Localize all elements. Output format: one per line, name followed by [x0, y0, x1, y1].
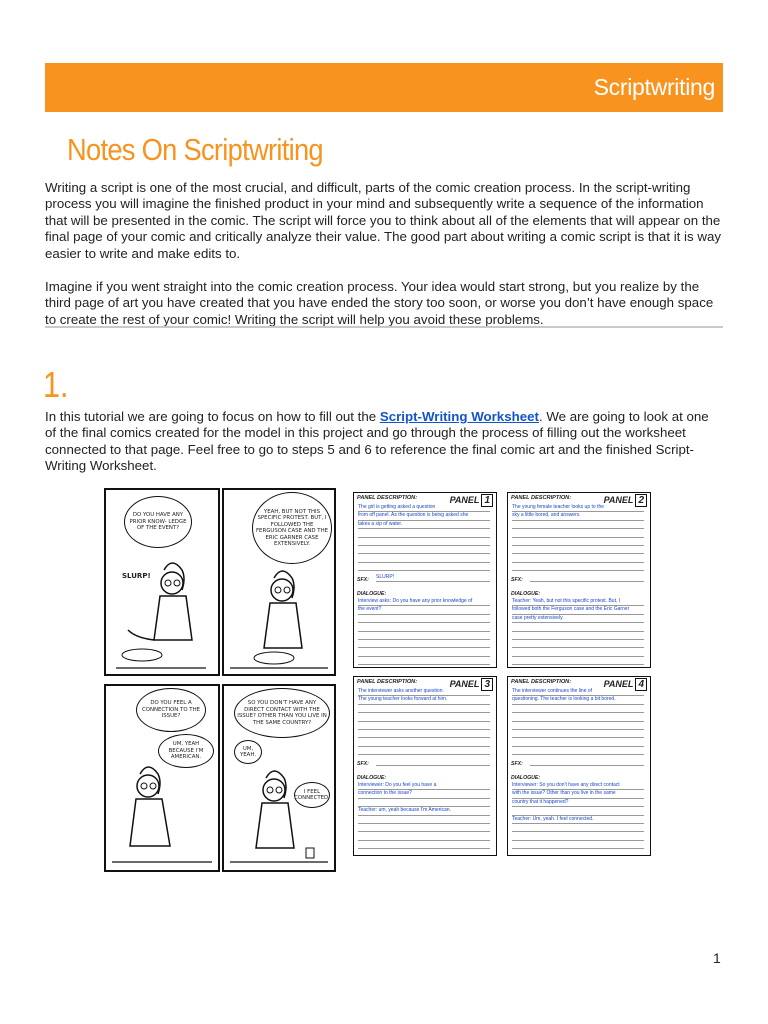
- comic-page-image: [104, 488, 336, 870]
- description-line: [358, 546, 490, 554]
- character-drawing: [106, 686, 218, 870]
- dialogue-line: [512, 657, 644, 665]
- description-line: [358, 730, 490, 738]
- dialogue-line: [358, 816, 490, 824]
- comic-panel-1: [104, 488, 220, 676]
- description-line: [512, 747, 644, 755]
- description-line: [358, 705, 490, 713]
- description-line: [512, 730, 644, 738]
- description-line: sky a little bored, and answers.: [512, 512, 644, 520]
- dialogue-line: [358, 640, 490, 648]
- description-line: takes a sip of water.: [358, 521, 490, 529]
- panel-label: PANEL: [603, 679, 634, 689]
- panel-label: PANEL: [603, 495, 634, 505]
- description-line: The girl is getting asked a question: [358, 504, 490, 512]
- description-line: [358, 722, 490, 730]
- dialogue-line: followed both the Ferguson case and the Eric Garner: [512, 606, 644, 614]
- worksheet-panel-1: [353, 492, 497, 668]
- sfx-lines: [376, 758, 490, 766]
- dialogue-line: Interview asks: Do you have any prior knowledge of: [358, 598, 490, 606]
- sfx-line: [530, 574, 644, 582]
- dialogue-line: connection to the issue?: [358, 790, 490, 798]
- header-banner: [45, 63, 723, 112]
- dialogue-line: [512, 648, 644, 656]
- description-line: [512, 538, 644, 546]
- speech-bubble: YEAH, BUT NOT THIS SPECIFIC PROTEST. BUT, I FOLLOWED THE FERGUSON CASE AND THE ERIC GARNER CASE EXTENSIVELY.: [252, 492, 332, 564]
- dialogue-line: country that it happened?: [512, 799, 644, 807]
- dialogue-line: [512, 623, 644, 631]
- panel-description-label: PANEL DESCRIPTION:: [357, 679, 418, 685]
- comic-panel-2: [222, 488, 336, 676]
- worksheet-panel-2: [507, 492, 651, 668]
- step-paragraph: [45, 409, 723, 475]
- worksheet-panel-4: [507, 676, 651, 856]
- dialogue-line: case pretty extensively.: [512, 615, 644, 623]
- dialogue-line: Teacher: Um, yeah. I feel connected.: [512, 816, 644, 824]
- dialogue-line: Interviewer: So you don't have any direct contact: [512, 782, 644, 790]
- dialogue-lines: [512, 598, 644, 665]
- description-line: [512, 521, 644, 529]
- description-line: [512, 563, 644, 571]
- description-line: [358, 529, 490, 537]
- dialogue-line: Teacher: um, yeah because I'm American.: [358, 807, 490, 815]
- description-lines: [512, 688, 644, 755]
- panel-number-box: 1: [481, 494, 493, 507]
- script-writing-worksheet-image: [353, 488, 655, 868]
- sfx-line: [530, 758, 644, 766]
- intro-paragraph: Writing a script is one of the most crucial, and difficult, parts of the comic creation process. In the script-writing process you will imagine the finished product in your mind and subsequently write a sequence of the information that will be presented in the comic. The script will force you to think about all of the elements that will appear on the final page of your comic and critically analyze their value. The good part about writing a comic script is that it is way easier to write and make edits to.: [45, 180, 721, 261]
- panel-label: PANEL: [449, 679, 480, 689]
- description-line: [512, 554, 644, 562]
- description-lines: [358, 688, 490, 755]
- sfx-line: [376, 758, 490, 766]
- description-line: The interviewer continues the line of: [512, 688, 644, 696]
- description-line: [512, 705, 644, 713]
- dialogue-lines: [358, 598, 490, 665]
- page-title: Notes On Scriptwriting: [67, 132, 323, 167]
- second-paragraph: Imagine if you went straight into the comic creation process. Your idea would start strong, but you realize by the third page of art you have created that you have ended the story too soon, or worse you don’t have enough space to create the rest of your comic! Writing the script will help you avoid these problems.: [45, 279, 714, 327]
- dialogue-line: [512, 807, 644, 815]
- dialogue-line: [358, 623, 490, 631]
- sfx-label: SFX:: [511, 577, 523, 583]
- speech-bubble: I FEEL CONNECTED.: [294, 782, 330, 808]
- description-line: [358, 747, 490, 755]
- dialogue-line: [358, 799, 490, 807]
- sfx-line: SLURP!: [376, 574, 490, 582]
- description-line: The interviewer asks another question.: [358, 688, 490, 696]
- sfx-label: SFX:: [511, 761, 523, 767]
- dialogue-line: [512, 632, 644, 640]
- description-line: from off panel. As the question is being asked she: [358, 512, 490, 520]
- description-line: [358, 738, 490, 746]
- panel-label: PANEL: [449, 495, 480, 505]
- description-lines: [512, 504, 644, 571]
- dialogue-lines: [512, 782, 644, 856]
- sfx-lines: [530, 758, 644, 766]
- description-line: [358, 538, 490, 546]
- page-number: 1: [713, 950, 721, 966]
- description-line: [512, 722, 644, 730]
- panel-description-label: PANEL DESCRIPTION:: [511, 679, 572, 685]
- description-line: The young teacher looks forward at him.: [358, 696, 490, 704]
- panel-description-label: PANEL DESCRIPTION:: [357, 495, 418, 501]
- description-line: [358, 713, 490, 721]
- dialogue-line: the event?: [358, 606, 490, 614]
- dialogue-label: DIALOGUE:: [511, 775, 541, 781]
- description-lines: [358, 504, 490, 571]
- dialogue-line: [358, 657, 490, 665]
- dialogue-label: DIALOGUE:: [357, 591, 387, 597]
- description-line: [358, 554, 490, 562]
- comic-panel-4: [222, 684, 336, 872]
- speech-bubble: UM, YEAH BECAUSE I'M AMERICAN.: [158, 734, 214, 768]
- dialogue-line: [358, 824, 490, 832]
- speech-bubble: DO YOU FEEL A CONNECTION TO THE ISSUE?: [136, 688, 206, 732]
- dialogue-line: [358, 849, 490, 856]
- dialogue-line: [358, 615, 490, 623]
- description-line: [512, 529, 644, 537]
- dialogue-line: [512, 832, 644, 840]
- description-line: [512, 546, 644, 554]
- speech-bubble: SO YOU DON'T HAVE ANY DIRECT CONTACT WITH THE ISSUE? OTHER THAN YOU LIVE IN THE SAME COUNTRY?: [234, 688, 330, 738]
- panel-number-box: 4: [635, 678, 647, 691]
- step-text-before: In this tutorial we are going to focus on how to fill out the: [45, 409, 380, 424]
- description-line: [358, 563, 490, 571]
- description-line: questioning. The teacher is looking a bit bored.: [512, 696, 644, 704]
- dialogue-line: [358, 841, 490, 849]
- description-line: [512, 738, 644, 746]
- header-title: Scriptwriting: [593, 74, 715, 100]
- section-divider: [45, 326, 723, 328]
- dialogue-lines: [358, 782, 490, 856]
- panel-number-box: 3: [481, 678, 493, 691]
- character-drawing: [224, 490, 334, 674]
- dialogue-line: [358, 648, 490, 656]
- dialogue-label: DIALOGUE:: [511, 591, 541, 597]
- step-text-after: . We are going to look at one of the final comics created for the model in this project and go through the process of filling out the worksheet connected to that page. Feel free to go to steps 5 and 6 to reference the final comic art and the finished Script-Writing Worksheet.: [45, 409, 709, 474]
- sfx-lines: [376, 574, 490, 582]
- dialogue-line: [512, 841, 644, 849]
- description-line: [512, 713, 644, 721]
- sfx-lines: [530, 574, 644, 582]
- sfx-label: SFX:: [357, 761, 369, 767]
- script-writing-worksheet-link[interactable]: Script-Writing Worksheet: [379, 409, 539, 424]
- dialogue-line: [512, 640, 644, 648]
- step-number: 1.: [43, 364, 69, 405]
- sfx-label: SFX:: [357, 577, 369, 583]
- dialogue-line: Teacher: Yeah, but not this specific protest. But, I: [512, 598, 644, 606]
- dialogue-line: [358, 632, 490, 640]
- character-drawing: [106, 490, 218, 674]
- comic-panel-3: [104, 684, 220, 872]
- panel-description-label: PANEL DESCRIPTION:: [511, 495, 572, 501]
- worksheet-panel-3: [353, 676, 497, 856]
- panel-number-box: 2: [635, 494, 647, 507]
- dialogue-line: [512, 849, 644, 856]
- dialogue-line: Interviewer: Do you feel you have a: [358, 782, 490, 790]
- character-drawing: [224, 686, 334, 870]
- sfx-text: SLURP!: [122, 572, 151, 580]
- dialogue-line: [358, 832, 490, 840]
- speech-bubble: UM, YEAH.: [234, 740, 262, 764]
- speech-bubble: DO YOU HAVE ANY PRIOR KNOW- LEDGE OF THE EVENT?: [124, 496, 192, 548]
- dialogue-line: [512, 824, 644, 832]
- dialogue-label: DIALOGUE:: [357, 775, 387, 781]
- dialogue-line: with the issue? Other than you live in the same: [512, 790, 644, 798]
- description-line: The young female teacher looks up to the: [512, 504, 644, 512]
